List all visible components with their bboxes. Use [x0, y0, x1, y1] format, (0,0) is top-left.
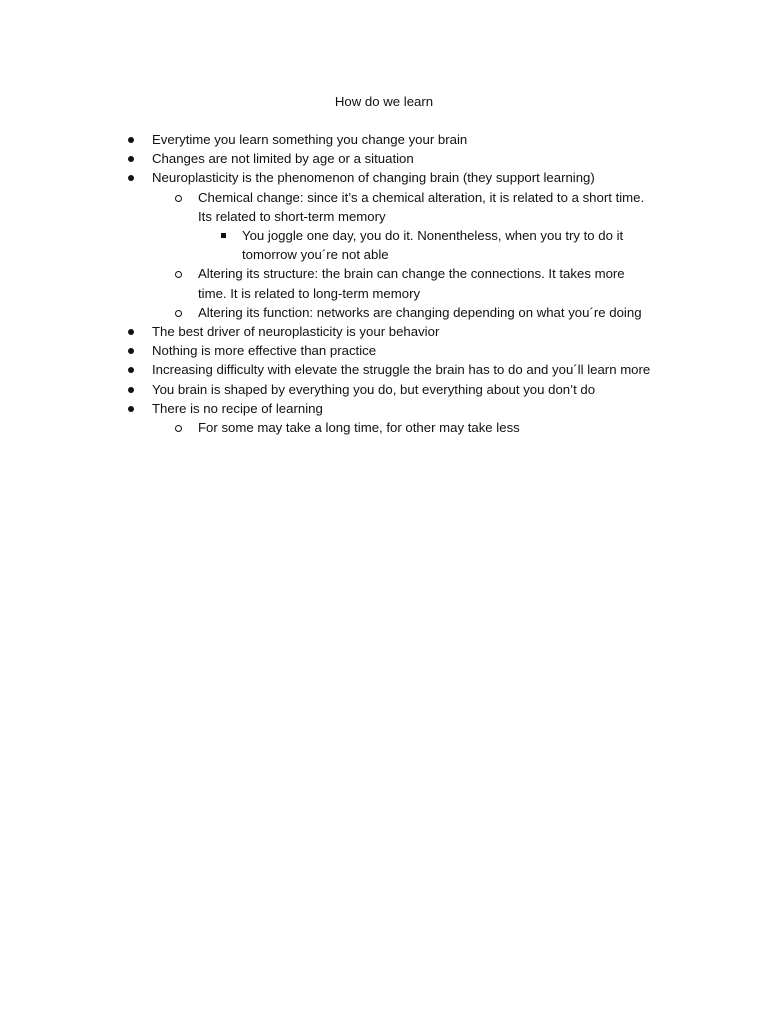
square-bullet-icon [221, 233, 226, 238]
circle-bullet-icon [175, 195, 182, 202]
list-item [0, 149, 768, 168]
list-item [0, 303, 768, 322]
bullet-icon [128, 156, 134, 162]
bullet-icon [128, 137, 134, 143]
list-item-text: For some may take a long time, for other may take less [198, 420, 520, 436]
list-item [0, 168, 768, 187]
bullet-icon [128, 175, 134, 181]
list-item-text: Neuroplasticity is the phenomenon of changing brain (they support learning) [152, 170, 595, 186]
list-item-text: There is no recipe of learning [152, 400, 323, 416]
list-item [0, 380, 768, 399]
list-item-text: Chemical change: since it’s a chemical alteration, it is related to a short time. Its related to short-term memory [198, 189, 645, 224]
list-item [0, 399, 768, 418]
list-item [0, 322, 768, 341]
bullet-list [0, 130, 768, 437]
list-item-text: Nothing is more effective than practice [152, 343, 377, 359]
list-item-text: Changes are not limited by age or a situation [152, 151, 414, 167]
bullet-icon [128, 387, 134, 393]
list-item-text: Altering its structure: the brain can change the connections. It takes more time. It is related to long-term memory [198, 266, 625, 301]
bullet-icon [128, 348, 134, 354]
list-item [0, 360, 768, 379]
list-item [0, 418, 768, 437]
list-item-text: Altering its function: networks are changing depending on what you´re doing [198, 304, 642, 320]
list-item [0, 130, 768, 149]
list-item [0, 264, 768, 302]
circle-bullet-icon [175, 425, 182, 432]
list-item [0, 188, 768, 226]
list-item [0, 226, 768, 264]
list-item-text: The best driver of neuroplasticity is your behavior [152, 324, 440, 340]
circle-bullet-icon [175, 271, 182, 278]
bullet-icon [128, 406, 134, 412]
list-item-text: You brain is shaped by everything you do, but everything about you don’t do [152, 381, 596, 397]
bullet-icon [128, 367, 134, 373]
bullet-icon [128, 329, 134, 335]
document-title: How do we learn [334, 94, 434, 109]
list-item-text: You joggle one day, you do it. Nonentheless, when you try to do it tomorrow you´re not able [242, 228, 624, 263]
circle-bullet-icon [175, 310, 182, 317]
list-item [0, 341, 768, 360]
list-item-text: Increasing difficulty with elevate the struggle the brain has to do and you´ll learn more [152, 362, 651, 378]
list-item-text: Everytime you learn something you change your brain [152, 132, 468, 147]
